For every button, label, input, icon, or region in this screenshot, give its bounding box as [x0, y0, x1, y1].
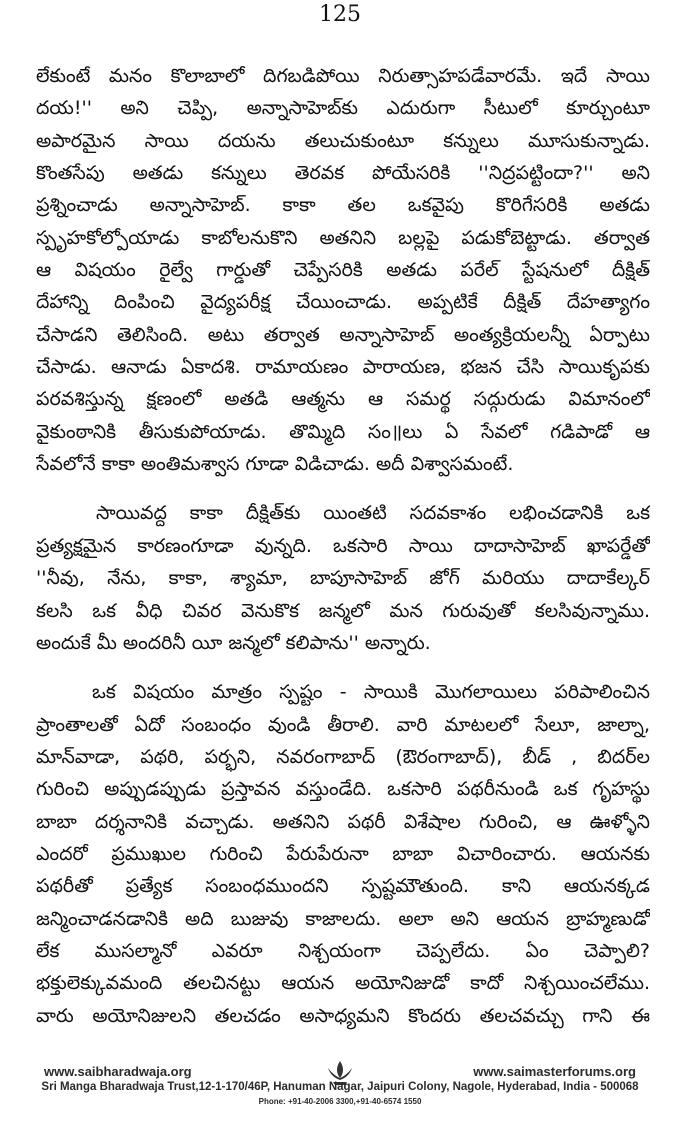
- text-line: కొంతసేపు అతడు కన్నులు తెరవక పోయేసరికి ''నిద్రపట్టిందా?'' అని: [36, 162, 650, 185]
- footer-website-link[interactable]: www.saibharadwaja.org: [44, 1064, 192, 1079]
- body-text: [36, 60, 650, 1032]
- footer-address: Sri Manga Bharadwaja Trust,12-1-170/46P, Hanuman Nagar, Jaipuri Colony, Nagole, Hyderabad, India - 500068: [41, 1081, 639, 1093]
- text-line: చేసాడని తెలిసింది. అటు తర్వాత అన్నాసాహెబ్ అంత్యక్రియలన్నీ ఏర్పాటు: [36, 323, 650, 346]
- text-line: సేవలోనే కాకా అంతిమశ్వాస గూడా విడిచాడు. అదీ విశ్వాసమంటే.: [36, 453, 514, 476]
- text-line: ఎందరో ప్రముఖుల గురించి పేరుపేరునా బాబా విచారించారు. ఆయనకు: [36, 842, 650, 865]
- text-line: పరవశిస్తున్న క్షణంలో అతడి ఆత్మను ఆ సమర్థ సద్గురుడు విమానంలో: [36, 388, 650, 411]
- text-line: మాన్‌వాడా, పథరి, పర్భని, నవరంగాబాద్ (ఔరంగాబాద్), బీడ్ , బిదర్‌ల: [36, 745, 650, 768]
- text-line: ప్రశ్నించాడు అన్నాసాహెబ్. కాకా తల ఒకవైపు కొరిగేసరికి అతడు: [36, 194, 650, 217]
- paragraph-gap: [36, 480, 650, 497]
- paragraph-3: [36, 676, 650, 1032]
- text-line: చేసాడు. ఆనాడు ఏకాదశి. రామాయణం పారాయణ, భజన చేసి సాయికృపకు: [36, 356, 650, 379]
- text-line: దయ!'' అని చెప్పి, అన్నాసాహెబ్‌కు ఎదురుగా సీటులో కూర్చుంటూ: [36, 97, 650, 120]
- text-line: కలసి ఒక వీధి చివర వెనుకొక జన్మలో మన గురువుతో కలసివున్నాము.: [36, 599, 650, 622]
- text-line: లేక ముసల్మానో ఎవరూ నిశ్చయంగా చెప్పలేదు. ఏం చెప్పాలి?: [36, 939, 650, 962]
- text-line: ''నీవు, నేను, కాకా, శ్యామా, బాపూసాహెబ్ జోగ్ మరియు దాదాకేల్కర్: [36, 567, 650, 590]
- text-line: వారు అయోనిజులని తలచడం అసాధ్యమని కొందరు తలచవచ్చు గాని ఈ: [36, 1004, 650, 1027]
- footer-forum-link[interactable]: www.saimasterforums.org: [473, 1064, 636, 1079]
- text-line: అపారమైన సాయి దయను తలుచుకుంటూ కన్నులు మూసుకున్నాడు.: [36, 129, 650, 152]
- text-line: భక్తులెక్కువమంది తలచినట్టు ఆయన అయోనిజుడో కాదో నిశ్చయించలేము.: [36, 972, 650, 995]
- text-line: అందుకే మీ అందరినీ యీ జన్మలో కలిపాను'' అన్నారు.: [36, 631, 431, 654]
- footer-links: [0, 1064, 680, 1080]
- paragraph-1: [36, 60, 650, 480]
- text-line: వైకుంఠానికి తీసుకుపోయాడు. తొమ్మిది సం॥లు ఏ సేవలో గడిపాడో ఆ: [36, 420, 650, 443]
- text-line: లేకుంటే మనం కొలాబాలో దిగబడిపోయి నిరుత్సాహపడేవారమే. ఇదే సాయి: [36, 65, 650, 87]
- text-line: జన్మించాడనడానికి అది బుజువు కాజాలదు. అలా అని ఆయన బ్రాహ్మణుడో: [36, 907, 650, 930]
- text-line: ఆ విషయం రైల్వే గార్డుతో చెప్పేసరికి అతడు పరేల్ స్టేషనులో దీక్షిత్: [36, 259, 650, 282]
- page-number: 125: [319, 2, 361, 27]
- text-line: పథరీతో ప్రత్యేక సంబంధముందని స్పష్టమౌతుంది. కాని ఆయనక్కడ: [36, 875, 650, 898]
- text-line: సాయివద్ద కాకా దీక్షిత్‌కు యింతటి సదవకాశం లభించడానికి ఒక: [96, 502, 650, 525]
- text-line: ప్రాంతాలతో ఏదో సంబంధం వుండి తీరాలి. వారి మాటలలో సేలూ, జాల్నా,: [36, 713, 650, 736]
- text-line: దేహాన్ని దింపించి వైద్యపరీక్ష చేయించాడు. అప్పటికే దీక్షిత్ దేహత్యాగం: [36, 291, 650, 314]
- text-line: బాబా దర్శనానికి వచ్చాడు. అతనిని పథరీ విశేషాల గురించి, ఆ ఊళ్ళోని: [36, 810, 650, 833]
- text-line: ప్రత్యక్షమైన కారణంగూడా వున్నది. ఒకసారి సాయి దాదాసాహెబ్ ఖాపర్డేతో: [36, 534, 650, 557]
- text-line: గురించి అప్పుడప్పుడు ప్రస్తావన వస్తుండేది. ఒకసారి పథరీనుండి ఒక గృహస్థు: [36, 778, 650, 801]
- text-line: ఒక విషయం మాత్రం స్పష్టం - సాయికి మొగలాయిలు పరిపాలించిన: [92, 681, 650, 704]
- text-line: స్పృహకోల్పోయాడు కాబోలనుకొని అతనిని బల్లపై పడుకోబెట్టాడు. తర్వాత: [36, 226, 650, 249]
- footer-phone: Phone: +91-40-2006 3300,+91-40-6574 1550: [258, 1097, 422, 1106]
- paragraph-2: [36, 497, 650, 659]
- paragraph-gap: [36, 659, 650, 676]
